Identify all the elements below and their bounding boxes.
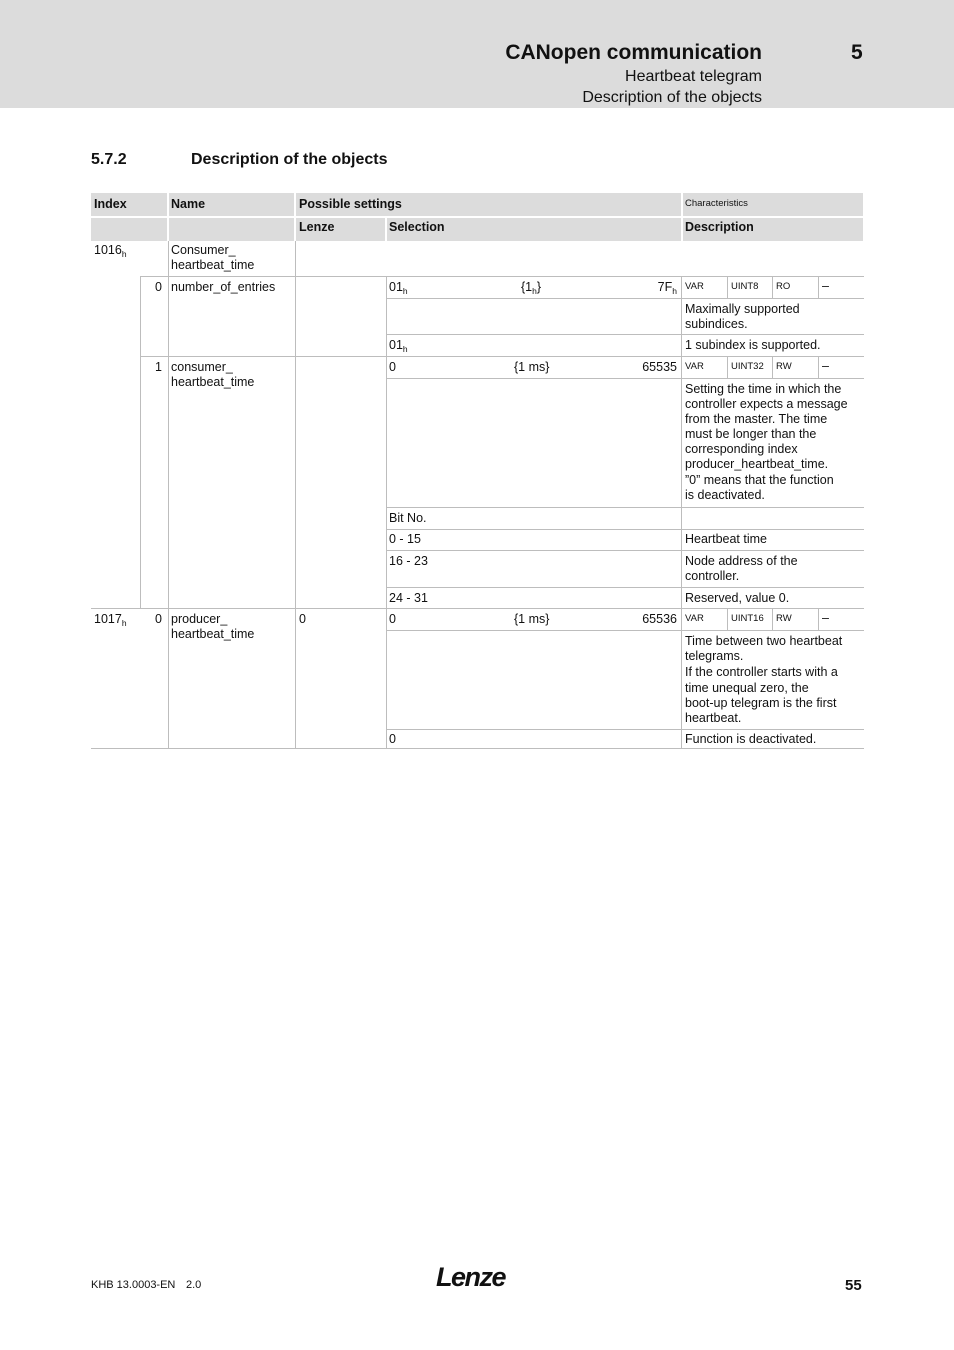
description-text: Maximally supported subindices.: [685, 302, 800, 331]
selection-min: $01_h$: [389, 280, 408, 296]
header-band: [0, 0, 954, 108]
selection-step: $\{1_h\}$: [521, 280, 542, 296]
lenze-logo: Lenze: [436, 1262, 506, 1292]
selection-min: 0: [389, 612, 396, 626]
bit-description: Reserved, value 0.: [685, 591, 790, 605]
selection-max: 65536: [642, 612, 677, 626]
description-text: Time between two heartbeat telegrams. If the controller starts with a time unequal zero, the boot-up telegram is the first heartbeat.: [685, 634, 843, 725]
bit-range: 0 - 15: [389, 532, 421, 546]
object-name-line-1: producer_: [171, 612, 228, 626]
char-dash: –: [822, 359, 829, 373]
char-type: VAR: [685, 613, 704, 624]
char-type: VAR: [685, 281, 704, 292]
object-index-1017: $1017_h$: [94, 612, 127, 628]
selection-step: {1 ms}: [514, 360, 550, 374]
col-header-possible-settings: Possible settings: [299, 197, 402, 211]
char-type: VAR: [685, 361, 704, 372]
section-number: 5.7.2: [91, 151, 127, 168]
subindex-name-line-1: consumer_: [171, 360, 233, 374]
object-index-1016: $1016_h$: [94, 243, 127, 259]
object-name-line-2: heartbeat_time: [171, 258, 255, 272]
document-version: 2.0: [186, 1279, 202, 1291]
char-dash: –: [822, 611, 829, 625]
char-dash: –: [822, 279, 829, 293]
char-datatype: UINT8: [731, 281, 759, 292]
value-description: 1 subindex is supported.: [685, 338, 821, 352]
header-subtitle-1: Heartbeat telegram: [625, 68, 762, 85]
description-text: Setting the time in which the controller expects a message from the master. The time must be longer than the corresponding index producer_heartbeat_time. ”0” means that the function is deactivated.: [685, 382, 848, 502]
value-description: Function is deactivated.: [685, 732, 817, 746]
char-access: RW: [776, 361, 792, 372]
header-subtitle-2: Description of the objects: [582, 89, 762, 106]
char-datatype: UINT16: [731, 613, 764, 624]
lenze-default: 0: [299, 612, 306, 626]
page-number: 55: [845, 1277, 862, 1294]
value: 0: [389, 732, 396, 746]
bit-number-header: Bit No.: [389, 511, 427, 525]
subindex-number: 0: [155, 612, 162, 626]
bit-description-line-2: controller.: [685, 569, 740, 583]
char-access: RW: [776, 613, 792, 624]
object-name-line-1: Consumer_: [171, 243, 236, 257]
selection-step: {1 ms}: [514, 612, 550, 626]
chapter-number: 5: [851, 41, 863, 64]
col-header-lenze: Lenze: [299, 220, 335, 234]
subindex-name-line-2: heartbeat_time: [171, 375, 255, 389]
object-name-line-2: heartbeat_time: [171, 627, 255, 641]
section-title: Description of the objects: [191, 151, 388, 168]
bit-description-line-1: Node address of the: [685, 554, 798, 568]
bit-description: Heartbeat time: [685, 532, 767, 546]
bit-range: 24 - 31: [389, 591, 428, 605]
col-header-selection: Selection: [389, 220, 445, 234]
bit-range: 16 - 23: [389, 554, 428, 568]
col-header-name: Name: [171, 197, 206, 211]
subindex-number: 0: [155, 280, 162, 294]
subindex-number: 1: [155, 360, 162, 374]
col-header-description: Description: [685, 220, 754, 234]
char-datatype: UINT32: [731, 361, 764, 372]
selection-max: 65535: [642, 360, 677, 374]
subindex-name: number_of_entries: [171, 280, 276, 294]
col-header-index: Index: [94, 197, 127, 211]
selection-max: $7F_h$: [657, 280, 677, 296]
selection-min: 0: [389, 360, 396, 374]
col-header-characteristics: Characteristics: [685, 198, 748, 209]
document-number: KHB 13.0003-EN: [91, 1279, 176, 1291]
char-access: RO: [776, 281, 791, 292]
chapter-title: CANopen communication: [505, 41, 762, 64]
value: $01_h$: [389, 338, 408, 354]
